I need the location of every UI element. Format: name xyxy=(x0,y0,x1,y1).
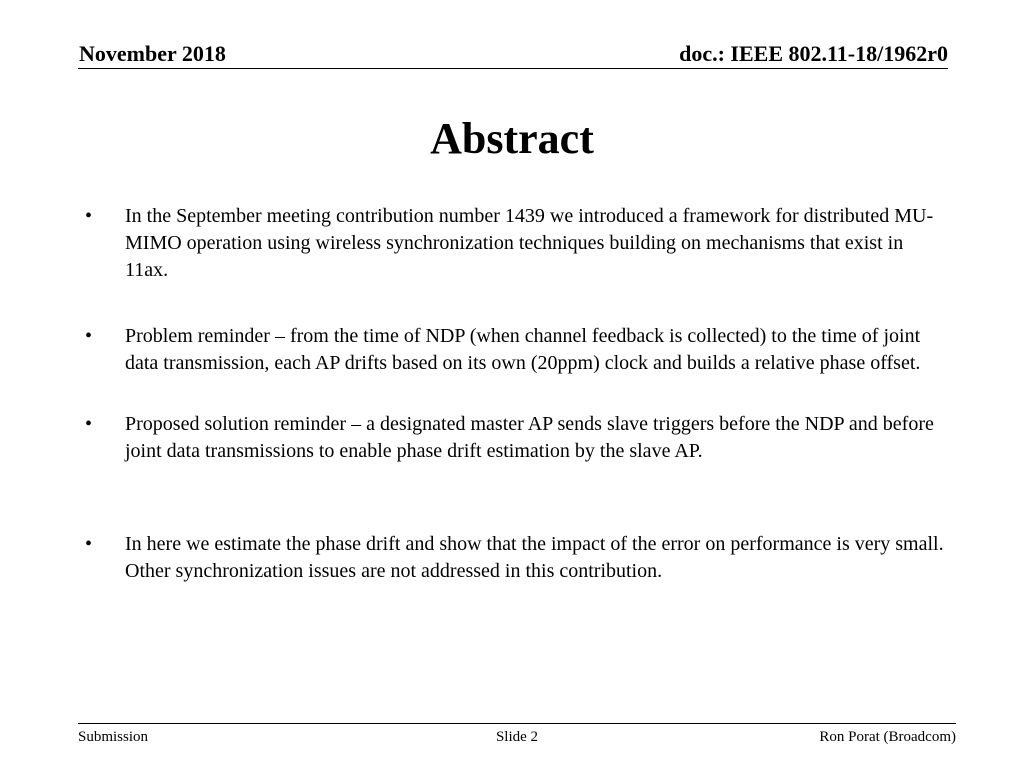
bullet-marker: • xyxy=(85,533,93,555)
bullet-item-1 xyxy=(85,203,945,284)
header-doc-id: doc.: IEEE 802.11-18/1962r0 xyxy=(679,41,948,66)
bullet-text-4: In here we estimate the phase drift and show that the impact of the error on performance is very small. Other synchronization issues are not addressed in this contribution. xyxy=(125,533,944,582)
footer-divider xyxy=(78,723,956,724)
slide-title: Abstract xyxy=(430,114,594,163)
bullet-item-3 xyxy=(85,411,945,465)
footer-submission: Submission xyxy=(78,729,149,745)
bullet-marker: • xyxy=(85,413,93,435)
bullet-item-2 xyxy=(85,323,945,377)
bullet-item-4 xyxy=(85,531,945,585)
footer-author: Ron Porat (Broadcom) xyxy=(819,729,956,745)
bullet-text-3: Proposed solution reminder – a designated master AP sends slave triggers before the NDP and before joint data transmissions to enable phase drift estimation by the slave AP. xyxy=(125,413,934,462)
bullet-text-1: In the September meeting contribution number 1439 we introduced a framework for distributed MU-MIMO operation using wireless synchronization techniques building on mechanisms that exist in 11ax. xyxy=(125,205,934,281)
footer-slide-number: Slide 2 xyxy=(495,729,539,745)
header-date: November 2018 xyxy=(79,41,226,66)
header-divider xyxy=(78,68,948,69)
bullet-marker: • xyxy=(85,325,93,347)
bullet-text-2: Problem reminder – from the time of NDP (when channel feedback is collected) to the time of joint data transmission, each AP drifts based on its own (20ppm) clock and builds a relative phase offset. xyxy=(125,325,921,374)
bullet-marker: • xyxy=(85,205,93,227)
